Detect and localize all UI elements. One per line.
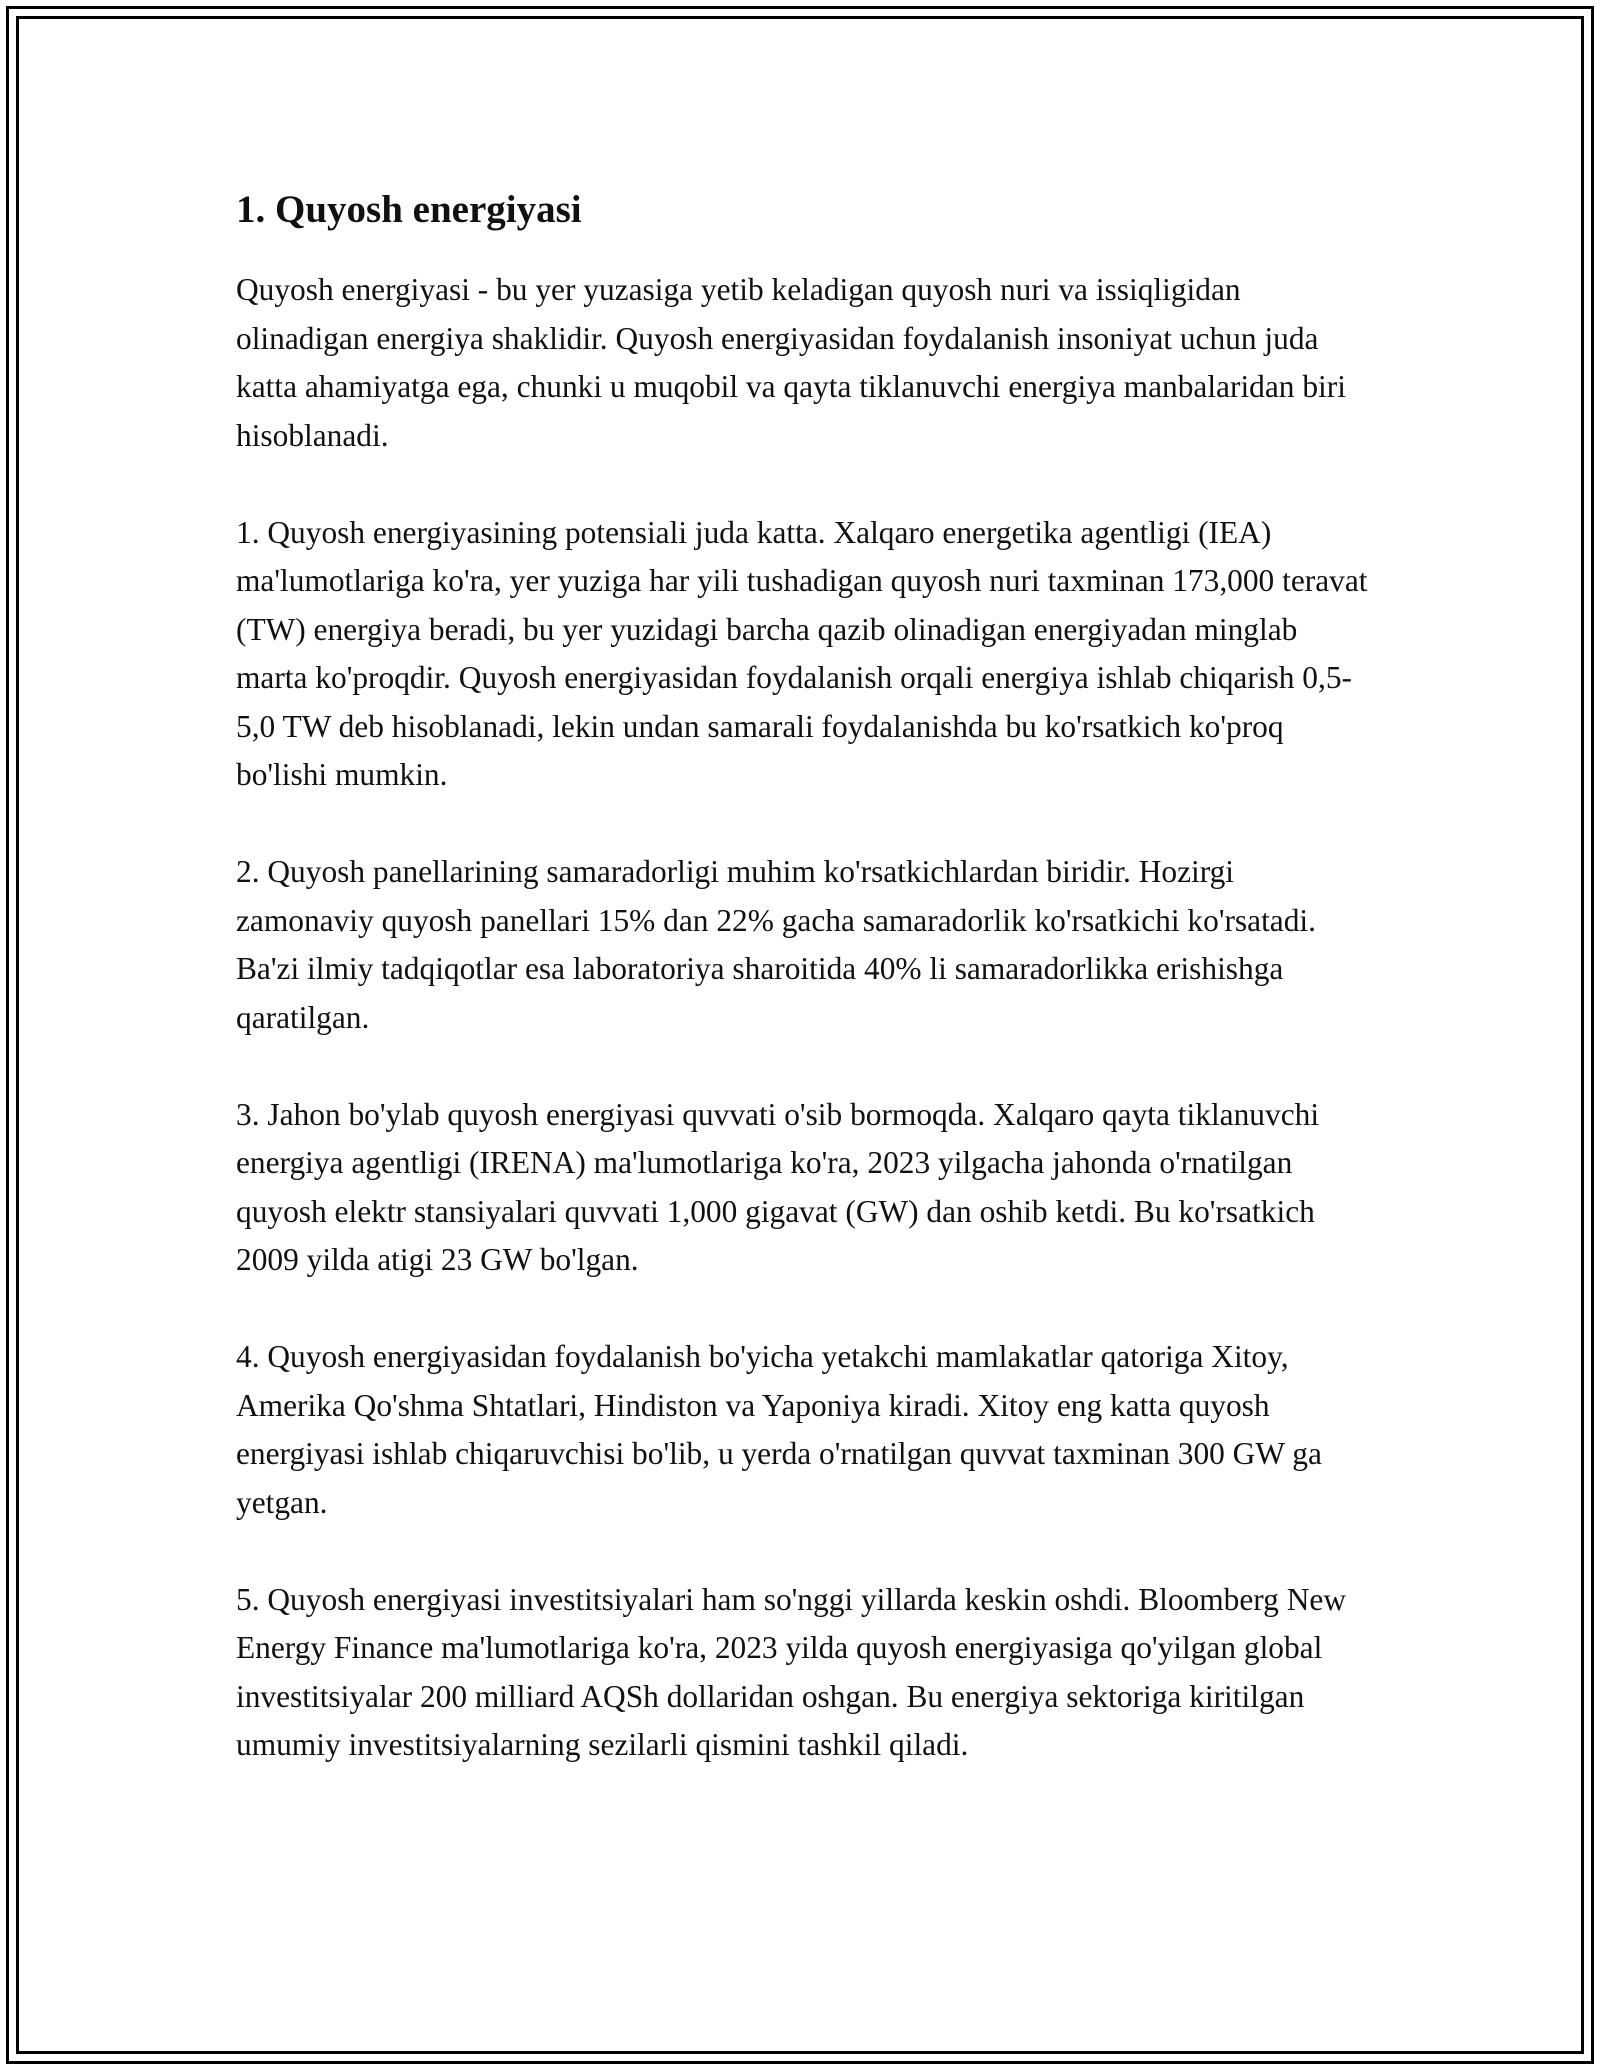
paragraph-3: 3. Jahon bo'ylab quyosh energiyasi quvvati o'sib bormoqda. Xalqaro qayta tiklanuvchi energiya agentligi (IRENA) ma'lumotlariga ko'ra, 2023 yilgacha jahonda o'rnatilgan quyosh elektr stansiyalari quvvati 1,000 gigavat (GW) dan oshib ketdi. Bu ko'rsatkich 2009 yilda atigi 23 GW bo'lgan. — [236, 1096, 1320, 1277]
paragraph-1: 1. Quyosh energiyasining potensiali juda katta. Xalqaro energetika agentligi (IEA) ma'lumotlariga ko'ra, yer yuziga har yili tushadigan quyosh nuri taxminan 173,000 teravat (TW) energiya beradi, bu yer yuzidagi barcha qazib olinadigan energiyadan minglab marta ko'proqdir. Quyosh energiyasidan foydalanish orqali energiya ishlab chiqarish 0,5-5,0 TW deb hisoblanadi, lekin undan samarali foydalanishda bu ko'rsatkich ko'proq bo'lishi mumkin. — [236, 514, 1368, 792]
paragraph-4: 4. Quyosh energiyasidan foydalanish bo'yicha yetakchi mamlakatlar qatoriga Xitoy, Amerika Qo'shma Shtatlari, Hindiston va Yaponiya kiradi. Xitoy eng katta quyosh energiyasi ishlab chiqaruvchisi bo'lib, u yerda o'rnatilgan quvvat taxminan 300 GW ga yetgan. — [236, 1339, 1322, 1520]
document-body — [236, 186, 1376, 1818]
document-title: 1. Quyosh energiyasi — [236, 188, 582, 231]
intro-paragraph: Quyosh energiyasi - bu yer yuzasiga yetib keladigan quyosh nuri va issiqligidan olinadigan energiya shaklidir. Quyosh energiyasidan foydalanish insoniyat uchun juda katta ahamiyatga ega, chunki u muqobil va qayta tiklanuvchi energiya manbalaridan biri hisoblanadi. — [236, 272, 1346, 453]
paragraph-2: 2. Quyosh panellarining samaradorligi muhim ko'rsatkichlardan biridir. Hozirgi zamonaviy quyosh panellari 15% dan 22% gacha samaradorlik ko'rsatkichi ko'rsatadi. Ba'zi ilmiy tadqiqotlar esa laboratoriya sharoitida 40% li samaradorlikka erishishga qaratilgan. — [236, 854, 1317, 1035]
paragraph-5: 5. Quyosh energiyasi investitsiyalari ham so'nggi yillarda keskin oshdi. Bloomberg New Energy Finance ma'lumotlariga ko'ra, 2023 yilda quyosh energiyasiga qo'yilgan global investitsiyalar 200 milliard AQSh dollaridan oshgan. Bu energiya sektoriga kiritilgan umumiy investitsiyalarning sezilarli qismini tashkil qiladi. — [236, 1581, 1346, 1762]
